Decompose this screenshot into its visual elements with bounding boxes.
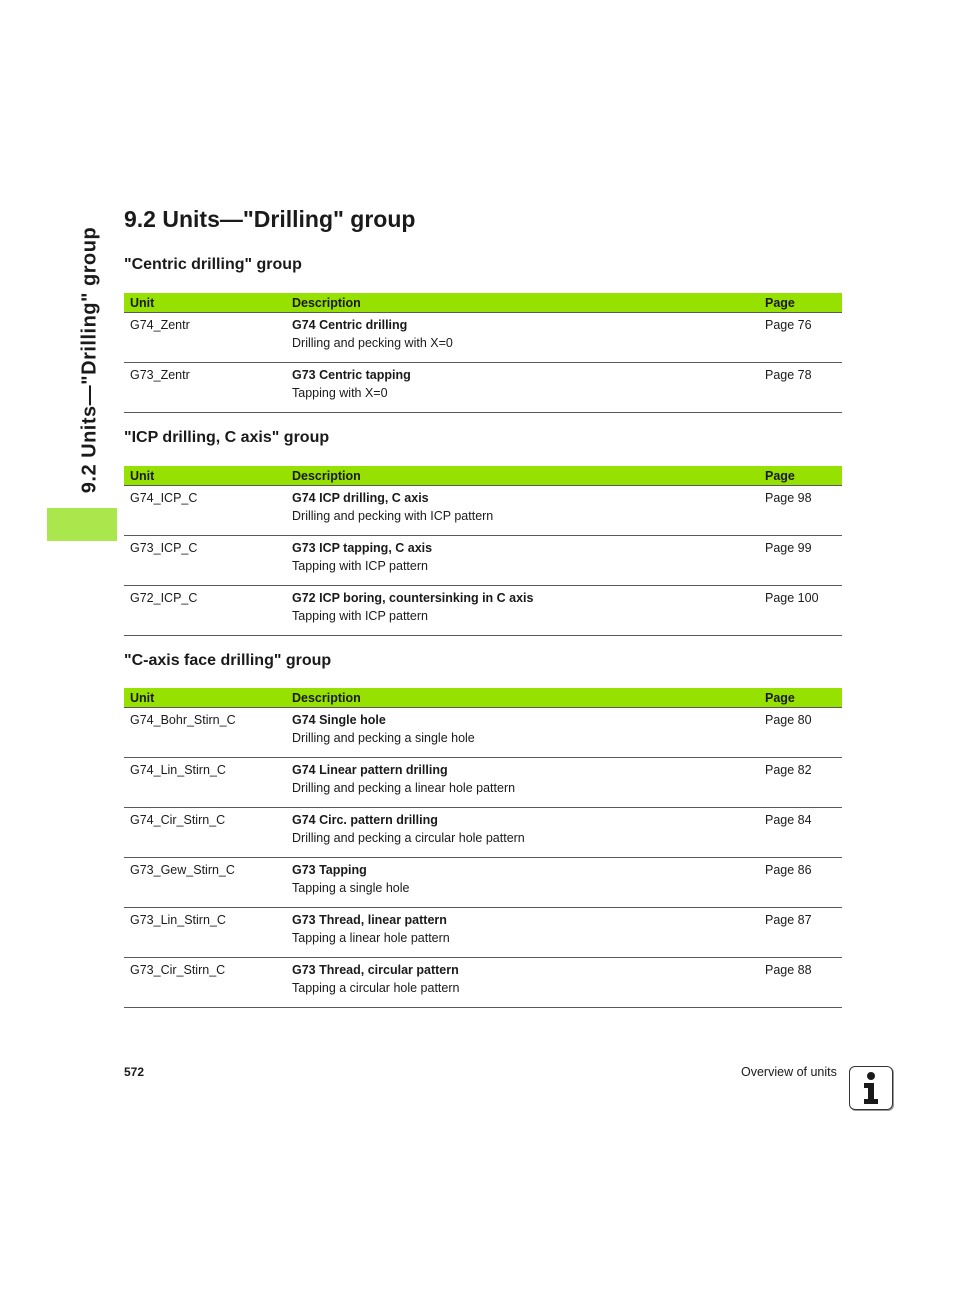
units-table-icp <box>124 466 842 636</box>
units-table-c-axis-face <box>124 688 842 1008</box>
unit-cell: G74_Zentr <box>130 318 190 332</box>
table-row-desc <box>124 336 842 363</box>
unit-name-cell: G73 Tapping <box>292 863 367 877</box>
page-number: 572 <box>124 1065 145 1079</box>
table-header-row <box>124 293 842 313</box>
table-row <box>124 586 842 610</box>
page-ref-cell: Page 99 <box>765 541 812 555</box>
section-title-icp: "ICP drilling, C axis" group <box>124 429 330 446</box>
unit-desc-cell: Tapping a circular hole pattern <box>286 981 759 1008</box>
table-row <box>124 858 842 882</box>
unit-desc-cell: Drilling and pecking a linear hole pattern <box>286 781 759 808</box>
unit-cell: G73_Zentr <box>130 368 190 382</box>
table-row <box>124 363 842 387</box>
unit-desc-cell: Tapping with X=0 <box>286 386 759 413</box>
table-row <box>124 808 842 832</box>
table-row <box>124 708 842 732</box>
page-ref-cell: Page 82 <box>765 763 812 777</box>
header-description: Description <box>286 688 759 708</box>
header-description: Description <box>286 293 759 313</box>
table-row <box>124 536 842 560</box>
unit-desc-cell: Drilling and pecking a circular hole pattern <box>286 831 759 858</box>
table-row-desc <box>124 881 842 908</box>
table-row-desc <box>124 831 842 858</box>
table-header-row <box>124 688 842 708</box>
unit-desc-cell: Drilling and pecking a single hole <box>286 731 759 758</box>
header-description: Description <box>286 466 759 486</box>
unit-desc-cell: Tapping a linear hole pattern <box>286 931 759 958</box>
units-table-centric <box>124 293 842 413</box>
table-row-desc <box>124 731 842 758</box>
unit-name-cell: G73 Thread, linear pattern <box>292 913 447 927</box>
table-row-desc <box>124 509 842 536</box>
header-unit: Unit <box>124 688 286 708</box>
page-title: 9.2 Units—"Drilling" group <box>124 206 416 232</box>
footer-chapter: Overview of units <box>741 1065 837 1079</box>
unit-name-cell: G73 ICP tapping, C axis <box>292 541 433 555</box>
header-page: Page <box>759 293 842 313</box>
header-page: Page <box>759 688 842 708</box>
page-ref-cell: Page 84 <box>765 813 812 827</box>
table-row <box>124 958 842 982</box>
unit-cell: G74_ICP_C <box>130 491 198 505</box>
unit-name-cell: G72 ICP boring, countersinking in C axis <box>292 591 534 605</box>
page-ref-cell: Page 100 <box>765 591 819 605</box>
chapter-tab-marker <box>47 508 117 541</box>
table-row-desc <box>124 781 842 808</box>
unit-cell: G73_Cir_Stirn_C <box>130 963 226 977</box>
unit-cell: G73_Lin_Stirn_C <box>130 913 226 927</box>
unit-name-cell: G74 Centric drilling <box>292 318 408 332</box>
unit-name-cell: G74 ICP drilling, C axis <box>292 491 429 505</box>
unit-cell: G73_ICP_C <box>130 541 198 555</box>
section-title-c-axis-face: "C-axis face drilling" group <box>124 652 332 669</box>
unit-desc-cell: Drilling and pecking with ICP pattern <box>286 509 759 536</box>
page-ref-cell: Page 78 <box>765 368 812 382</box>
table-header-row <box>124 466 842 486</box>
unit-desc-cell: Drilling and pecking with X=0 <box>286 336 759 363</box>
table-row <box>124 758 842 782</box>
unit-cell: G74_Bohr_Stirn_C <box>130 713 236 727</box>
unit-desc-cell: Tapping with ICP pattern <box>286 609 759 636</box>
unit-name-cell: G73 Centric tapping <box>292 368 411 382</box>
unit-name-cell: G74 Circ. pattern drilling <box>292 813 438 827</box>
table-row-desc <box>124 981 842 1008</box>
unit-desc-cell: Tapping a single hole <box>286 881 759 908</box>
side-running-title: 9.2 Units—"Drilling" group <box>78 226 101 494</box>
page-ref-cell: Page 76 <box>765 318 812 332</box>
unit-cell: G74_Cir_Stirn_C <box>130 813 226 827</box>
unit-cell: G74_Lin_Stirn_C <box>130 763 226 777</box>
page-ref-cell: Page 98 <box>765 491 812 505</box>
unit-name-cell: G74 Single hole <box>292 713 386 727</box>
table-row-desc <box>124 931 842 958</box>
header-unit: Unit <box>124 293 286 313</box>
table-row-desc <box>124 386 842 413</box>
page-ref-cell: Page 80 <box>765 713 812 727</box>
table-row-desc <box>124 559 842 586</box>
page-ref-cell: Page 88 <box>765 963 812 977</box>
unit-name-cell: G73 Thread, circular pattern <box>292 963 459 977</box>
table-row <box>124 486 842 510</box>
header-unit: Unit <box>124 466 286 486</box>
unit-cell: G73_Gew_Stirn_C <box>130 863 235 877</box>
table-row <box>124 313 842 337</box>
table-row <box>124 908 842 932</box>
unit-name-cell: G74 Linear pattern drilling <box>292 763 448 777</box>
table-row-desc <box>124 609 842 636</box>
unit-desc-cell: Tapping with ICP pattern <box>286 559 759 586</box>
header-page: Page <box>759 466 842 486</box>
page-ref-cell: Page 87 <box>765 913 812 927</box>
section-title-centric: "Centric drilling" group <box>124 256 302 273</box>
info-icon <box>849 1066 893 1110</box>
unit-cell: G72_ICP_C <box>130 591 198 605</box>
page-ref-cell: Page 86 <box>765 863 812 877</box>
